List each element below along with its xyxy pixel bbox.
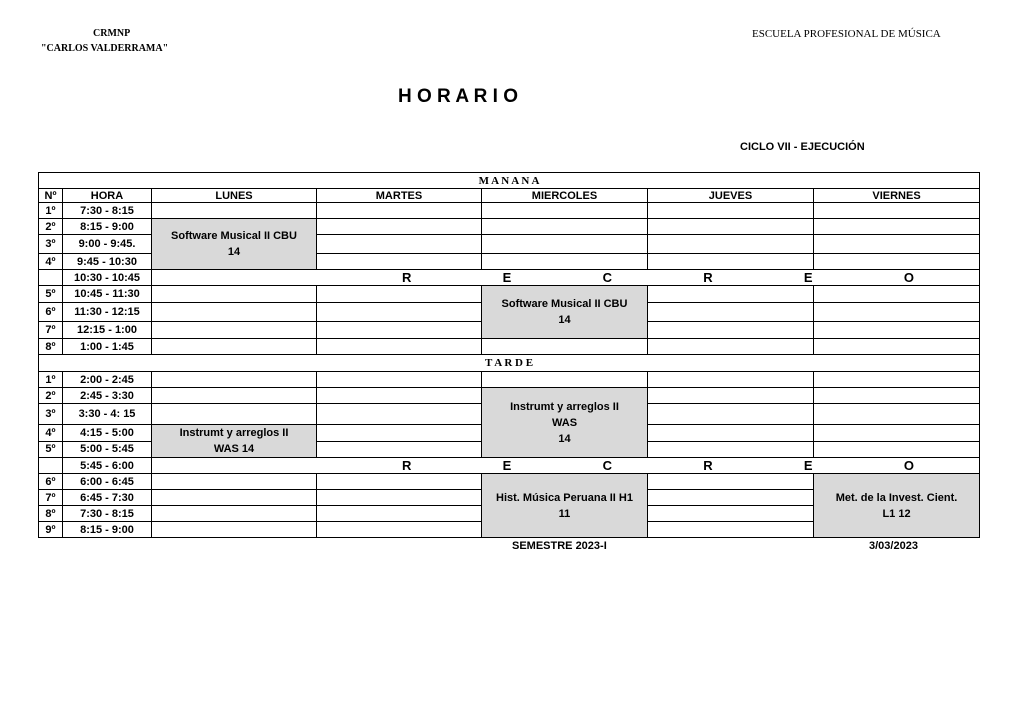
row-number: 7º	[39, 322, 63, 339]
date-label: 3/03/2023	[869, 540, 918, 552]
row-time: 4:15 - 5:00	[63, 425, 152, 442]
row-number: 2º	[39, 219, 63, 235]
row-number: 5º	[39, 286, 63, 303]
col-hora: HORA	[63, 189, 152, 203]
row-time: 8:15 - 9:00	[63, 219, 152, 235]
row-time: 2:45 - 3:30	[63, 388, 152, 404]
table-row	[39, 286, 980, 303]
row-number: 6º	[39, 474, 63, 490]
schedule-table	[38, 172, 980, 538]
table-row	[39, 474, 980, 490]
table-row	[39, 203, 980, 219]
row-time: 10:30 - 10:45	[63, 270, 152, 286]
row-time: 8:15 - 9:00	[63, 522, 152, 538]
table-row	[39, 372, 980, 388]
row-number	[39, 458, 63, 474]
table-row	[39, 388, 980, 404]
recess-row: 5:45 - 6:00 R E C R E O	[39, 458, 980, 474]
row-number: 6º	[39, 303, 63, 322]
org-line-1: CRMNP	[93, 28, 131, 39]
row-time: 12:15 - 1:00	[63, 322, 152, 339]
row-number: 1º	[39, 203, 63, 219]
table-row	[39, 339, 980, 355]
row-number: 4º	[39, 425, 63, 442]
row-number: 8º	[39, 339, 63, 355]
row-time: 5:00 - 5:45	[63, 441, 152, 458]
class-miercoles-software: Software Musical II CBU 14	[482, 286, 648, 339]
org-line-2: "CARLOS VALDERRAMA"	[41, 43, 169, 54]
row-number: 3º	[39, 235, 63, 254]
row-time: 9:45 - 10:30	[63, 254, 152, 270]
row-time: 6:45 - 7:30	[63, 490, 152, 506]
row-time: 5:45 - 6:00	[63, 458, 152, 474]
row-time: 7:30 - 8:15	[63, 506, 152, 522]
row-time: 1:00 - 1:45	[63, 339, 152, 355]
morning-header: M A N A N A	[39, 173, 980, 189]
class-viernes-metodologia: Met. de la Invest. Cient. L1 12	[814, 474, 980, 538]
semester-label: SEMESTRE 2023-I	[512, 540, 607, 552]
row-number: 3º	[39, 404, 63, 425]
col-lunes: LUNES	[152, 189, 317, 203]
row-time: 7:30 - 8:15	[63, 203, 152, 219]
col-miercoles: MIERCOLES	[482, 189, 648, 203]
row-number	[39, 270, 63, 286]
row-time: 3:30 - 4: 15	[63, 404, 152, 425]
row-number: 2º	[39, 388, 63, 404]
class-miercoles-historia: Hist. Música Peruana II H1 11	[482, 474, 648, 538]
afternoon-header: T A R D E	[39, 355, 980, 372]
cycle-label: CICLO VII - EJECUCIÓN	[740, 141, 865, 153]
page-title: H O R A R I O	[398, 86, 518, 107]
col-martes: MARTES	[317, 189, 482, 203]
row-time: 6:00 - 6:45	[63, 474, 152, 490]
col-jueves: JUEVES	[648, 189, 814, 203]
row-number: 5º	[39, 441, 63, 458]
class-lunes-instrumt: Instrumt y arreglos II WAS 14	[152, 425, 317, 458]
column-header-row	[39, 189, 980, 203]
row-number: 4º	[39, 254, 63, 270]
class-lunes-software: Software Musical II CBU 14	[152, 219, 317, 270]
col-n: Nº	[39, 189, 63, 203]
row-time: 9:00 - 9:45.	[63, 235, 152, 254]
class-miercoles-instrumt: Instrumt y arreglos II WAS 14	[482, 388, 648, 458]
col-viernes: VIERNES	[814, 189, 980, 203]
school-name: ESCUELA PROFESIONAL DE MÚSICA	[752, 28, 941, 40]
row-number: 8º	[39, 506, 63, 522]
row-time: 2:00 - 2:45	[63, 372, 152, 388]
row-number: 1º	[39, 372, 63, 388]
row-time: 10:45 - 11:30	[63, 286, 152, 303]
recess-row: 10:30 - 10:45 R E C R E O	[39, 270, 980, 286]
row-time: 11:30 - 12:15	[63, 303, 152, 322]
row-number: 9º	[39, 522, 63, 538]
row-number: 7º	[39, 490, 63, 506]
table-row	[39, 219, 980, 235]
